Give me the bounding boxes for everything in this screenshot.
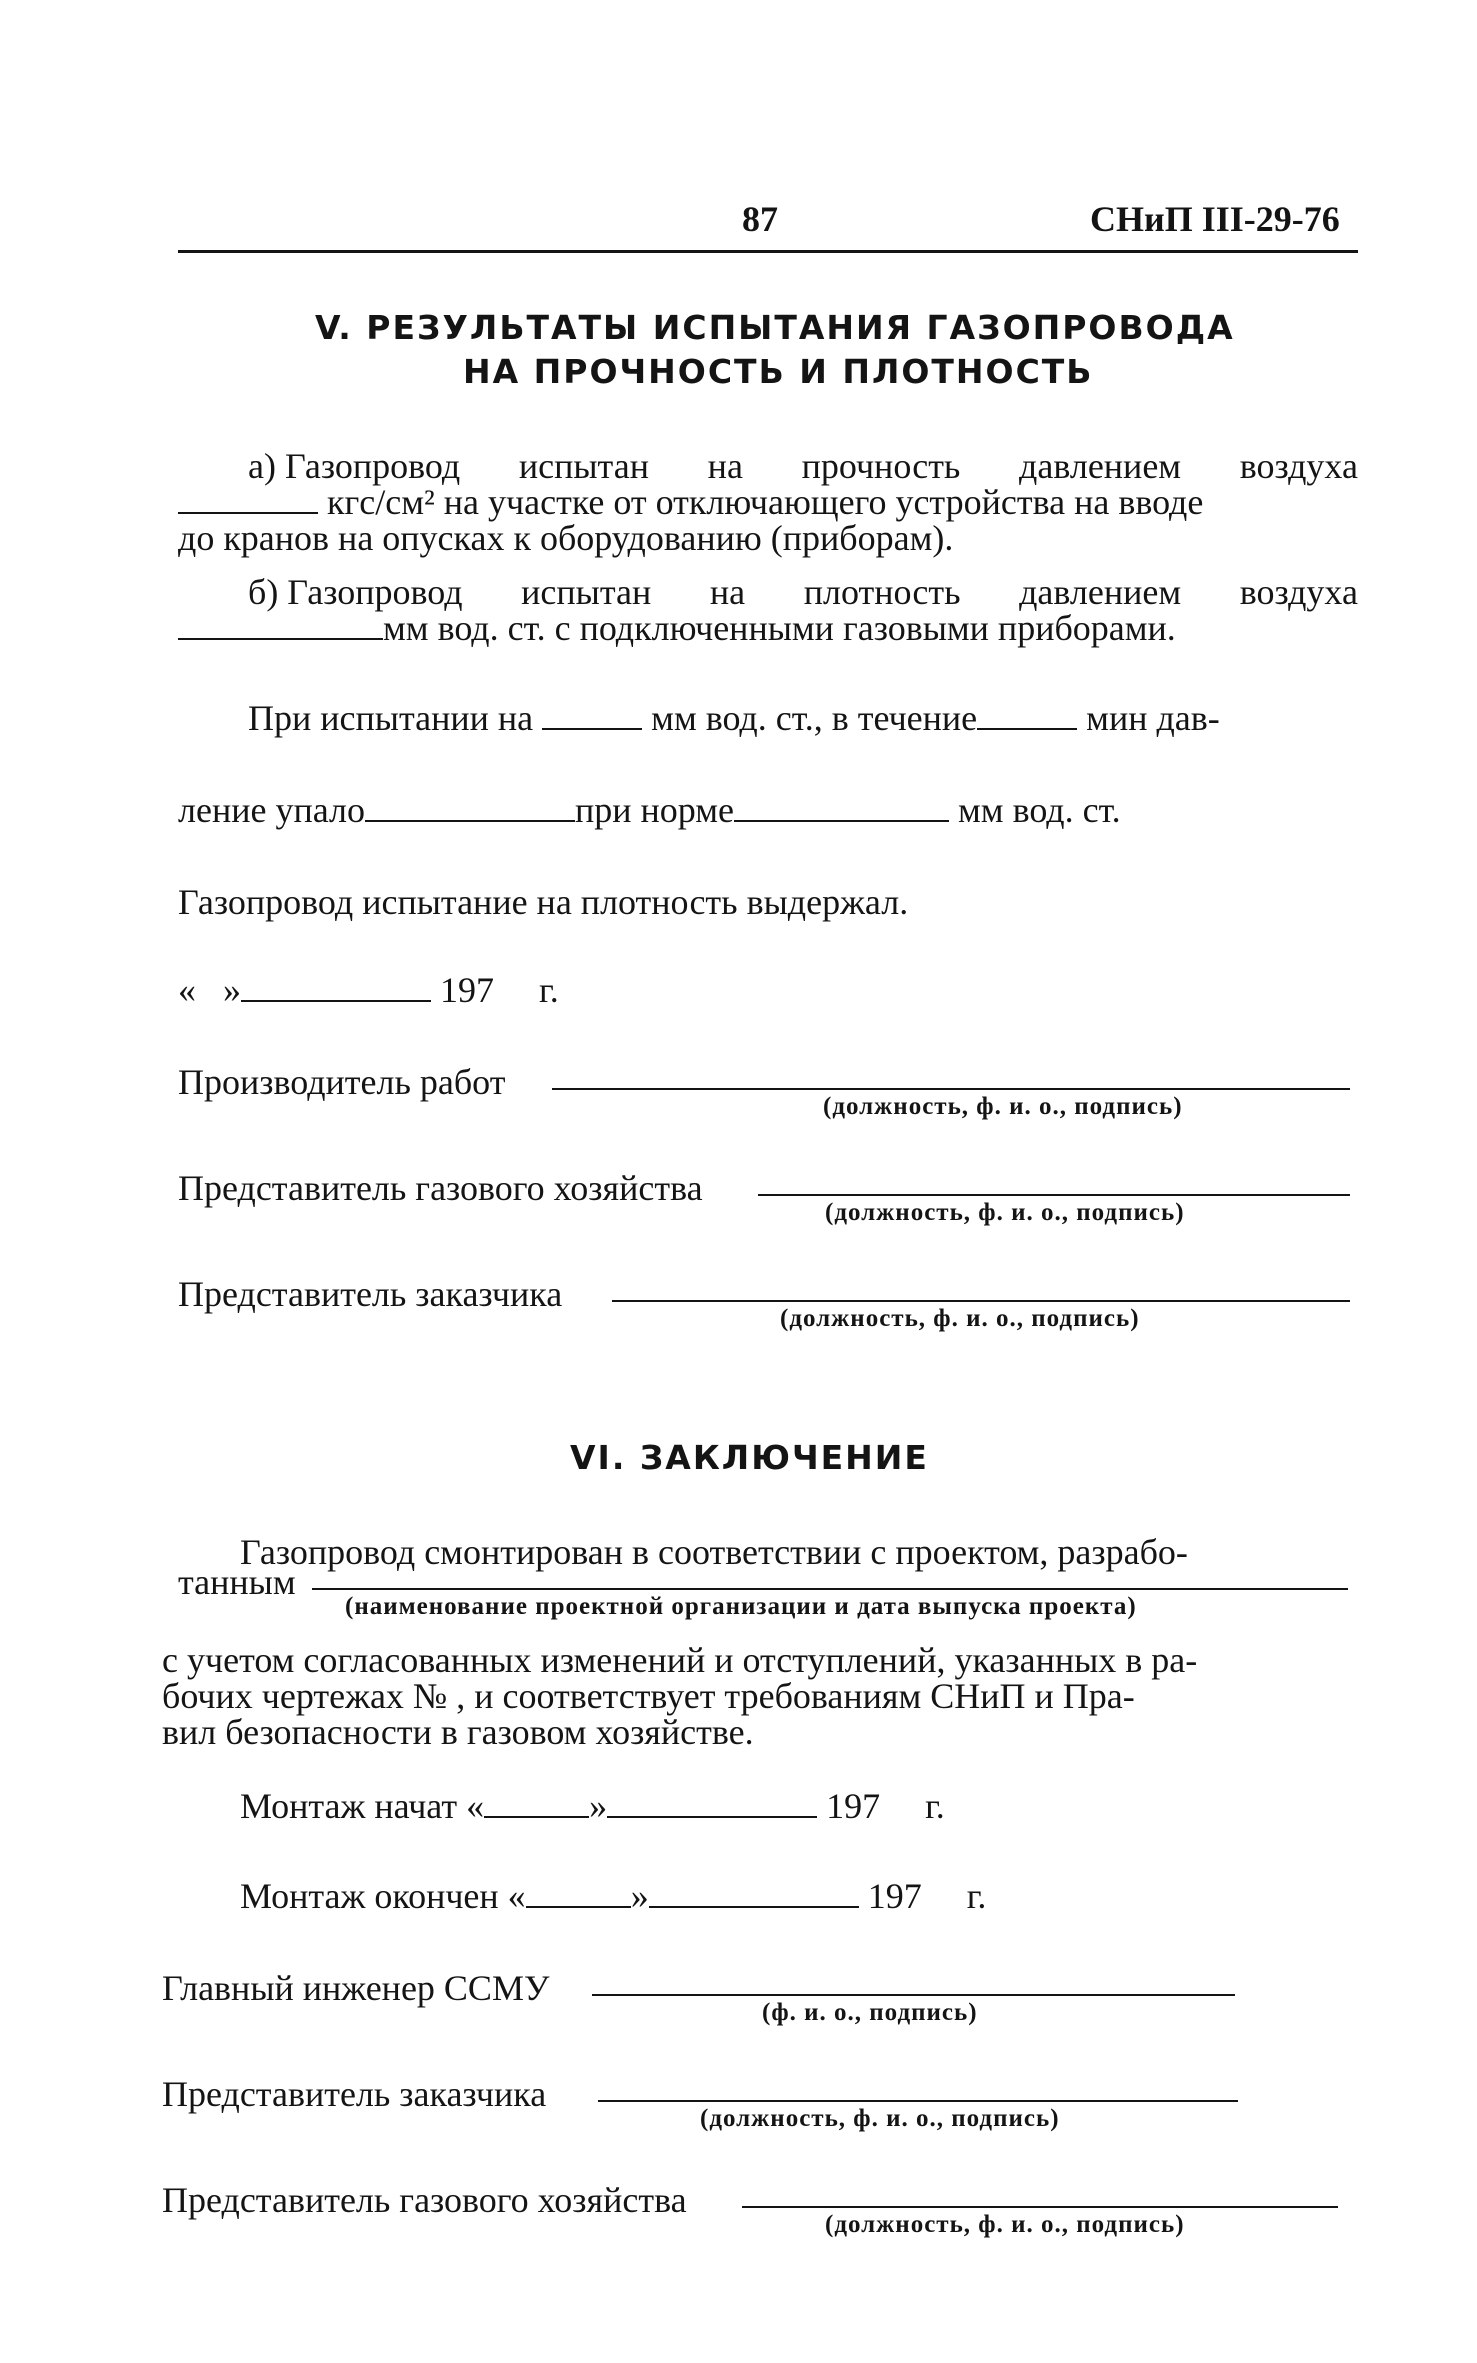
montage-end-line: Монтаж окончен « » 197 г. xyxy=(240,1876,987,1916)
client-rep-signature-line[interactable] xyxy=(612,1300,1350,1302)
conclusion-p2-line1: с учетом согласованных изменений и отступлений, указанных в ра- xyxy=(162,1640,1198,1680)
s6-gas-rep-label: Представитель газового хозяйства xyxy=(162,2180,687,2220)
gas-rep-label: Представитель газового хозяйства xyxy=(178,1168,703,1208)
para-a-line1: а) Газопровод испытан на прочность давлением воздуха xyxy=(248,446,1358,486)
producer-label: Производитель работ xyxy=(178,1062,506,1102)
project-org-caption: (наименование проектной организации и дата выпуска проекта) xyxy=(345,1593,1137,1620)
chief-engineer-signature-line[interactable] xyxy=(592,1994,1235,1996)
project-org-line[interactable] xyxy=(312,1588,1348,1590)
gas-rep-signature-line[interactable] xyxy=(758,1194,1350,1196)
test-line: При испытании на мм вод. ст., в течение мин дав- xyxy=(248,698,1220,738)
gas-rep-caption: (должность, ф. и. о., подпись) xyxy=(825,1199,1185,1226)
s6-gas-rep-caption: (должность, ф. и. о., подпись) xyxy=(825,2211,1185,2238)
start-day-blank[interactable] xyxy=(484,1786,589,1818)
montage-start-line: Монтаж начат « » 197 г. xyxy=(240,1786,945,1826)
test-pressure-blank[interactable] xyxy=(542,698,642,730)
s6-client-rep-caption: (должность, ф. и. о., подпись) xyxy=(700,2105,1060,2132)
header-rule xyxy=(178,250,1358,253)
start-month-blank[interactable] xyxy=(607,1786,817,1818)
s6-gas-rep-signature-line[interactable] xyxy=(742,2206,1338,2208)
chief-engineer-caption: (ф. и. о., подпись) xyxy=(762,1999,978,2026)
date-blank[interactable] xyxy=(241,970,431,1002)
conclusion-p2-line3: вил безопасности в газовом хозяйстве. xyxy=(162,1712,754,1752)
document-code: СНиП III-29-76 xyxy=(1090,199,1340,239)
test-duration-blank[interactable] xyxy=(977,698,1077,730)
passed-statement: Газопровод испытание на плотность выдержал. xyxy=(178,882,909,922)
para-b-line1: б) Газопровод испытан на плотность давлением воздуха xyxy=(248,572,1358,612)
para-b-line2: мм вод. ст. с подключенными газовыми приборами. xyxy=(178,608,1176,648)
para-a-line3: до кранов на опусках к оборудованию (приборам). xyxy=(178,518,954,558)
date-line: « » 197 г. xyxy=(178,970,559,1010)
conclusion-p2-line2: бочих чертежах № , и соответствует требованиям СНиП и Пра- xyxy=(162,1676,1135,1716)
conclusion-line2: танным xyxy=(178,1562,296,1602)
client-rep-label: Представитель заказчика xyxy=(178,1274,563,1314)
section5-title-line2: НА ПРОЧНОСТЬ И ПЛОТНОСТЬ xyxy=(463,352,1094,391)
section6-title: VI. ЗАКЛЮЧЕНИЕ xyxy=(570,1438,929,1477)
s6-client-rep-signature-line[interactable] xyxy=(598,2100,1238,2102)
norm-blank[interactable] xyxy=(734,790,949,822)
density-pressure-blank[interactable] xyxy=(178,608,383,640)
producer-caption: (должность, ф. и. о., подпись) xyxy=(823,1093,1183,1120)
page-number: 87 xyxy=(742,199,778,239)
end-day-blank[interactable] xyxy=(526,1876,631,1908)
client-rep-caption: (должность, ф. и. о., подпись) xyxy=(780,1305,1140,1332)
drop-blank[interactable] xyxy=(365,790,575,822)
pressure-blank[interactable] xyxy=(178,482,318,514)
s6-client-rep-label: Представитель заказчика xyxy=(162,2074,547,2114)
section5-title-line1: V. РЕЗУЛЬТАТЫ ИСПЫТАНИЯ ГАЗОПРОВОДА xyxy=(315,308,1235,347)
para-a-line2: кгс/см² на участке от отключающего устройства на вводе xyxy=(178,482,1203,522)
end-month-blank[interactable] xyxy=(649,1876,859,1908)
chief-engineer-label: Главный инженер ССМУ xyxy=(162,1968,550,2008)
conclusion-line1: Газопровод смонтирован в соответствии с проектом, разрабо- xyxy=(240,1532,1188,1572)
pressure-drop-line: ление упало при норме мм вод. ст. xyxy=(178,790,1121,830)
producer-signature-line[interactable] xyxy=(552,1088,1350,1090)
